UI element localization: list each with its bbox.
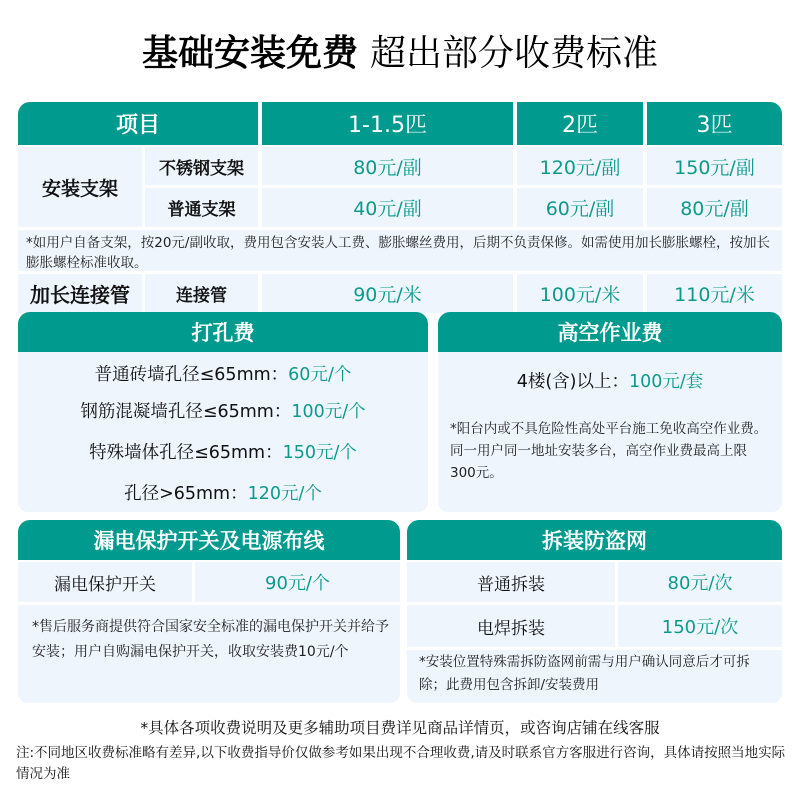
stainless-price-3hp: 150元/副 <box>647 147 782 185</box>
drilling-item <box>18 398 428 423</box>
pipe-price-2hp: 100元/米 <box>517 274 643 313</box>
stainless-price-1hp: 80元/副 <box>262 147 513 185</box>
leakage-note: *售后服务商提供符合国家安全标准的漏电保护开关并给予安装；用户自购漏电保护开关，收取安装费10元/个 <box>32 619 389 660</box>
drilling-item-label: 钢筋混凝墙孔径≤65mm： <box>80 402 292 422</box>
high-altitude-panel <box>438 312 782 512</box>
bracket-note: *如用户自备支架，按20元/副收取，费用包含安装人工费、膨胀螺丝费用，后期不负责保修。如需使用加长膨胀螺栓，按加长膨胀螺栓标准收取。 <box>18 230 782 271</box>
stainless-price-2hp: 120元/副 <box>517 147 643 185</box>
drilling-item-price: 60元/个 <box>288 365 352 385</box>
high-altitude-title: 高空作业费 <box>438 312 782 352</box>
drilling-fee-panel <box>18 312 428 512</box>
leakage-protection-title: 漏电保护开关及电源布线 <box>18 520 400 560</box>
drilling-item-price: 100元/个 <box>291 402 366 422</box>
high-altitude-note: *阳台内或不具危险性高处平台施工免收高空作业费。同一用户同一地址安装多台，高空作业费最高上限300元。 <box>450 421 768 481</box>
anti-theft-net-panel <box>407 520 782 703</box>
drilling-item-price: 120元/个 <box>247 484 322 504</box>
anti-theft-note: *安装位置特殊需拆防盗网前需与用户确认同意后才可拆除；此费用包含拆卸/安装费用 <box>419 654 750 693</box>
weld-dismantle-price: 150元/次 <box>618 605 782 647</box>
high-altitude-label: 4楼(含)以上： <box>516 372 629 392</box>
leakage-switch-label: 漏电保护开关 <box>18 562 192 602</box>
footer-disclaimer: 注:不同地区收费标准略有差异,以下收费指导价仅做参考如果出现不合理收费,请及时联系官方客服进行咨询，具体请按照当地实际情况为准 <box>16 745 786 782</box>
header-1-1.5hp: 1-1.5匹 <box>262 102 513 145</box>
leakage-note-body <box>18 605 400 703</box>
drilling-item-label: 普通砖墙孔径≤65mm： <box>94 365 289 385</box>
normal-price-3hp: 80元/副 <box>647 188 782 227</box>
stainless-bracket-label: 不锈钢支架 <box>145 147 258 185</box>
drilling-item-label: 特殊墙体孔径≤65mm： <box>89 443 283 463</box>
leakage-switch-price: 90元/个 <box>195 562 400 602</box>
normal-price-2hp: 60元/副 <box>517 188 643 227</box>
pipe-price-3hp: 110元/米 <box>647 274 782 313</box>
drilling-item <box>18 439 428 464</box>
header-3hp: 3匹 <box>647 102 782 145</box>
high-altitude-price: 100元/套 <box>628 372 704 392</box>
drilling-item <box>18 480 428 505</box>
leakage-protection-panel <box>18 520 400 703</box>
pipe-price-1hp: 90元/米 <box>262 274 513 313</box>
drilling-fee-body <box>18 352 428 512</box>
normal-price-1hp: 40元/副 <box>262 188 513 227</box>
header-2hp: 2匹 <box>517 102 643 145</box>
pipe-group-label: 加长连接管 <box>18 274 142 313</box>
footer-more-info: *具体各项收费说明及更多辅助项目费详见商品详情页，或咨询店铺在线客服 <box>140 719 660 737</box>
title-normal: 超出部分收费标准 <box>370 33 659 74</box>
high-altitude-body <box>438 352 782 512</box>
pipe-label: 连接管 <box>145 274 258 313</box>
bracket-group-label: 安装支架 <box>18 147 142 227</box>
normal-dismantle-price: 80元/次 <box>618 562 782 602</box>
drilling-fee-title: 打孔费 <box>18 312 428 352</box>
normal-dismantle-label: 普通拆装 <box>407 562 615 602</box>
header-item: 项目 <box>18 102 258 145</box>
high-altitude-item <box>438 368 782 393</box>
title-bold: 基础安装免费 <box>141 33 358 74</box>
page-title <box>0 28 800 80</box>
normal-bracket-label: 普通支架 <box>145 188 258 227</box>
weld-dismantle-label: 电焊拆装 <box>407 605 615 647</box>
drilling-item <box>18 361 428 386</box>
drilling-item-price: 150元/个 <box>282 443 357 463</box>
anti-theft-note-body <box>407 650 782 703</box>
drilling-item-label: 孔径>65mm： <box>124 484 248 504</box>
anti-theft-net-title: 拆装防盗网 <box>407 520 782 560</box>
